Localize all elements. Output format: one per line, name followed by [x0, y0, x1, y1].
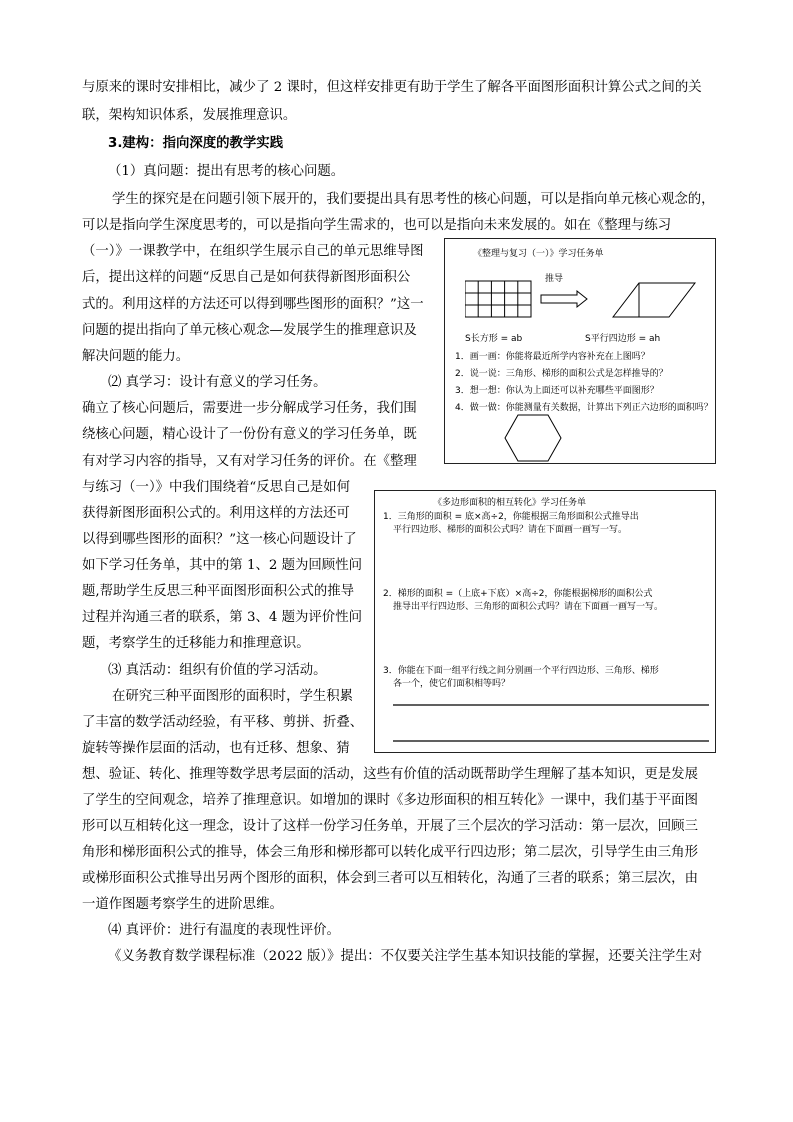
paragraph-line: 有对学习内容的指导，又有对学习任务的评价。在《整理: [82, 454, 417, 469]
paragraph-line: 了丰富的数学活动经验，有平移、剪拼、折叠、: [82, 715, 364, 730]
question-1-line-1: 1．三角形的面积 = 底×高÷2，你能根据三角形面积公式推导出: [383, 512, 639, 522]
paragraph-line: 联，架构知识体系，发展推理意识。: [82, 108, 297, 123]
paragraph-line: 解决问题的能力。: [82, 349, 190, 364]
paragraph-line: 《义务教育数学课程标准（2022 版）》提出：不仅要关注学生基本知识技能的掌握，还要关注学生对: [108, 949, 703, 964]
paragraph-line: 与原来的课时安排相比，减少了 2 课时，但这样安排更有助于学生了解各平面图形面积计算公式之间的关: [82, 80, 702, 95]
paragraph-line: 一道作图题考察学生的进阶思维。: [82, 897, 283, 912]
subsection-title: ⑵ 真学习：设计有意义的学习任务。: [108, 375, 327, 390]
worksheet-figure-1: [444, 238, 716, 464]
paragraph-line: 角形和梯形面积公式的推导，体会三角形和梯形都可以转化成平行四边形；第二层次，引导学生由三角形: [82, 845, 698, 860]
paragraph-line: 形可以互相转化这一理念，设计了这样一份学习任务单，开展了三个层次的学习活动：第一层次，回顾三: [82, 819, 698, 834]
paragraph-line: （一）》一课教学中，在组织学生展示自己的单元思维导图: [82, 244, 424, 259]
paragraph-line: 过程并沟通三者的联系，第 3、4 题为评价性问: [82, 610, 362, 625]
rectangle-grid-diagram: [465, 273, 705, 329]
paragraph-line: 确立了核心问题后，需要进一步分解成学习任务，我们围: [82, 401, 417, 416]
paragraph-line: 后，提出这样的问题“反思自己是如何获得新图形面积公: [82, 270, 411, 285]
question-2-line-2: 推导出平行四边形、三角形的面积公式吗？请在下面画一画写一写。: [393, 602, 664, 612]
paragraph-line: 如下学习任务单，其中的第 1、2 题为回顾性问: [82, 558, 362, 573]
question-4: 4．做一做：你能测量有关数据，计算出下列正六边形的面积吗？: [455, 403, 713, 413]
paragraph-line: 可以是指向学生深度思考的，可以是指向学生需求的，也可以是指向未来发展的。如在《整理与练习: [82, 218, 672, 233]
section-heading: 3.建构：指向深度的教学实践: [108, 136, 284, 151]
question-1: 1．画一画：你能将最近所学内容补充在上图吗？: [455, 352, 650, 362]
subsection-title: （1）真问题：提出有思考的核心问题。: [108, 164, 345, 179]
paragraph-line: 获得新图形面积公式的。利用这样的方法还可: [82, 506, 350, 521]
paragraph-line: 题,帮助学生反思三种平面图形面积公式的推导: [82, 584, 355, 599]
paragraph-line: 式的。利用这样的方法还可以得到哪些图形的面积？”这一: [82, 297, 424, 312]
question-3: 3．想一想：你认为上面还可以补充哪些平面图形？: [455, 386, 659, 396]
paragraph-line: 问题的提出指向了单元核心观念—发展学生的推理意识及: [82, 323, 417, 338]
question-3-line-2: 各一个，使它们面积相等吗？: [393, 679, 511, 689]
figure-title: 《整理与复习（一）》学习任务单: [473, 249, 604, 259]
worksheet-figure-2: [374, 490, 716, 753]
subsection-title: ⑶ 真活动：组织有价值的学习活动。: [108, 663, 327, 678]
hexagon-diagram: [503, 412, 563, 464]
paragraph-line: 旋转等操作层面的活动，也有迁移、想象、猜: [82, 741, 350, 756]
question-3-line-1: 3．你能在下面一组平行线之间分别画一个平行四边形、三角形、梯形: [383, 666, 659, 676]
paragraph-line: 题，考察学生的迁移能力和推理意识。: [82, 636, 310, 651]
figure-title: 《多边形面积的相互转化》学习任务单: [433, 498, 587, 508]
arrow-label: 推导: [545, 274, 564, 284]
paragraph-line: 了学生的空间观念，培养了推理意识。如增加的课时《多边形面积的相互转化》一课中，我们基于平面图: [82, 793, 698, 808]
paragraph-line: 或梯形面积公式推导出另两个图形的面积，体会到三者可以互相转化，沟通了三者的联系；第三层次，由: [82, 871, 698, 886]
paragraph-line: 学生的探究是在问题引领下展开的，我们要提出具有思考性的核心问题，可以是指向单元核心观念的，: [112, 192, 715, 207]
question-2-line-1: 2．梯形的面积 =（上底+下底）×高÷2，你能根据梯形的面积公式: [383, 589, 653, 599]
paragraph-line: 在研究三种平面图形的面积时，学生积累: [112, 689, 354, 704]
formula-parallelogram: S平行四边形 = ah: [585, 334, 661, 344]
question-2: 2．说一说：三角形、梯形的面积公式是怎样推导的？: [455, 369, 668, 379]
parallel-lines: [393, 697, 713, 747]
question-1-line-2: 平行四边形、梯形的面积公式吗？请在下面画一画写一写。: [393, 525, 628, 535]
paragraph-line: 绕核心问题，精心设计了一份份有意义的学习任务单，既: [82, 427, 417, 442]
paragraph-line: 以得到哪些图形的面积？”这一核心问题设计了: [82, 532, 357, 547]
formula-rectangle: S长方形 = ab: [465, 334, 523, 344]
paragraph-line: 与练习（一）》中我们围绕着“反思自己是如何: [82, 480, 350, 495]
paragraph-line: 想、验证、转化、推理等数学思考层面的活动，这些有价值的活动既帮助学生理解了基本知识，更是发展: [82, 767, 698, 782]
subsection-title: ⑷ 真评价：进行有温度的表现性评价。: [108, 923, 340, 938]
